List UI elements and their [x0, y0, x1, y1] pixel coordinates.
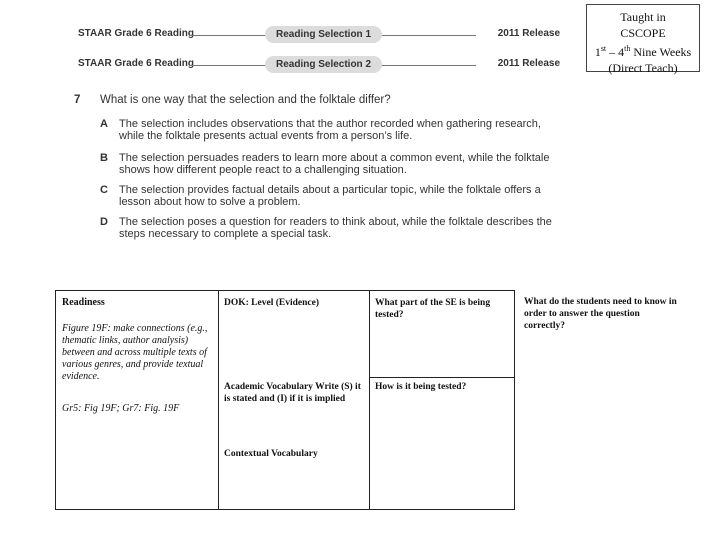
option-d-text [119, 216, 619, 240]
option-b-line-1: The selection persuades readers to learn more about a common event, while the folktale [119, 152, 550, 164]
strip-2-release-label: 2011 Release [497, 58, 560, 69]
option-d-line-1: The selection poses a question for readers to think about, while the folktale describes the [119, 216, 552, 228]
option-c-line-1: The selection provides factual details about a particular topic, while the folktale offers a [119, 184, 541, 196]
strip-2-grade-label: STAAR Grade 6 Reading [78, 58, 194, 69]
table-divider-2 [369, 291, 370, 509]
note-sup-th: th [624, 44, 631, 53]
academic-vocabulary-label: Academic Vocabulary Write (S) it is stated and (I) if it is implied [224, 382, 361, 404]
note-week-start: 1 [594, 45, 601, 59]
table-divider-1 [218, 291, 219, 509]
option-c-line-2: lesson about how to solve a problem. [119, 196, 301, 208]
header-strip-1 [78, 25, 560, 45]
note-week-range: – 4 [606, 45, 625, 59]
option-a-letter: A [100, 118, 108, 130]
grade-alignment: Gr5: Fig 19F; Gr7: Fig. 19F [62, 403, 180, 414]
option-a-text [119, 118, 619, 142]
table-row-divider [369, 377, 514, 378]
strip-1-release-label: 2011 Release [497, 28, 560, 39]
how-tested-label: How is it being tested? [375, 382, 467, 392]
option-c-text [119, 184, 619, 208]
note-weeks-label: Nine Weeks [630, 45, 692, 59]
note-line-4: (Direct Teach) [608, 61, 678, 75]
option-b-text [119, 152, 619, 176]
se-part-label: What part of the SE is being tested? [375, 298, 491, 320]
header-strip-2 [78, 55, 560, 75]
side-question: What do the students need to know in order to answer the question correctly? [524, 297, 677, 331]
taught-in-note [586, 4, 700, 75]
dok-label: DOK: Level (Evidence) [224, 298, 319, 308]
option-c-letter: C [100, 184, 108, 196]
analysis-table [55, 290, 515, 510]
readiness-label: Readiness [62, 297, 105, 308]
option-b-letter: B [100, 152, 108, 164]
note-line-1: Taught in [620, 10, 666, 24]
strip-2-selection-pill: Reading Selection 2 [265, 56, 382, 73]
option-b-line-2: shows how different people react to a challenging situation. [119, 164, 407, 176]
note-line-3 [587, 41, 699, 60]
contextual-vocabulary-label: Contextual Vocabulary [224, 449, 318, 459]
option-d-letter: D [100, 216, 108, 228]
strip-1-grade-label: STAAR Grade 6 Reading [78, 28, 194, 39]
figure-standard: Figure 19F: make connections (e.g., thematic links, author analysis) between and across multiple texts of various genres, and provide textual evidence. [62, 323, 208, 382]
note-line-2: CSCOPE [620, 26, 666, 40]
question-text: What is one way that the selection and the folktale differ? [100, 94, 391, 106]
question-number: 7 [74, 94, 81, 106]
option-d-line-2: steps necessary to complete a special task. [119, 228, 332, 240]
option-a-line-2: while the folktale presents actual events from a person’s life. [119, 130, 413, 142]
note-sup-st: st [600, 44, 607, 53]
strip-1-selection-pill: Reading Selection 1 [265, 26, 382, 43]
option-a-line-1: The selection includes observations that the author recorded when gathering research, [119, 118, 541, 130]
